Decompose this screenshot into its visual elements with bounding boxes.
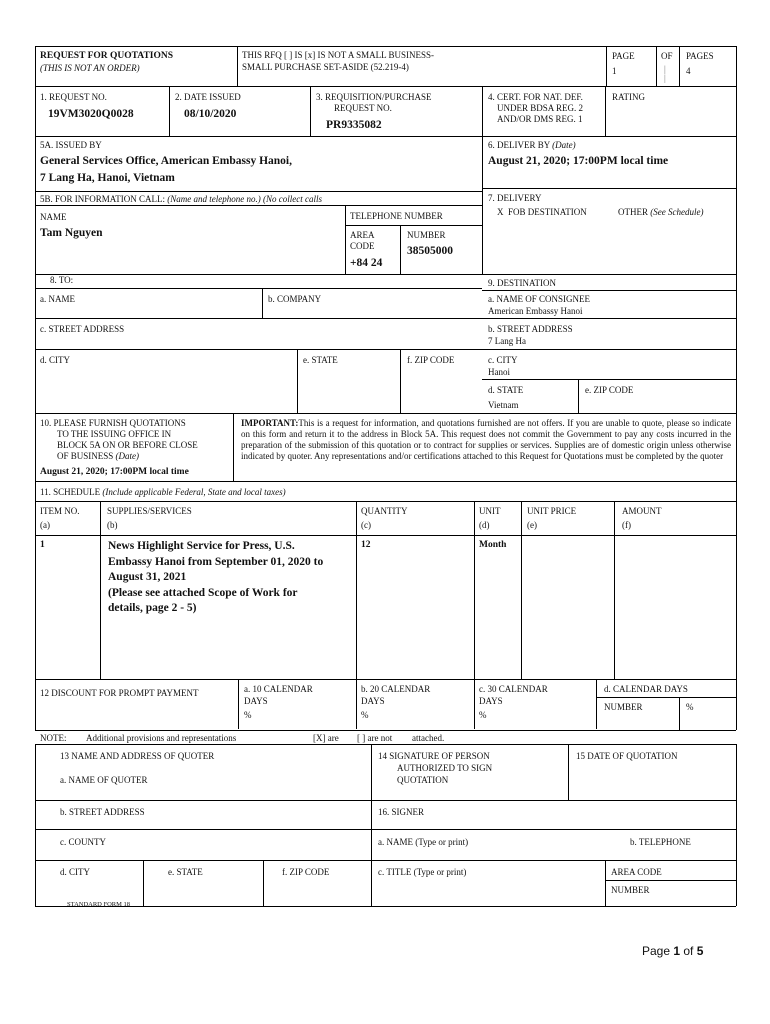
info-call-label: 5B. FOR INFORMATION CALL: (Name and telephone no.) (No collect calls xyxy=(40,194,322,204)
area-code-label-2: CODE xyxy=(350,241,375,251)
col-unit-code: (d) xyxy=(479,520,490,530)
requisition-label-2: REQUEST NO. xyxy=(334,103,392,113)
issued-by-line-1: General Services Office, American Embassy Hanoi, xyxy=(40,155,293,167)
col-quantity: QUANTITY xyxy=(361,506,408,516)
quoter-name-label: a. NAME OF QUOTER xyxy=(60,775,148,785)
signer-label: 16. SIGNER xyxy=(378,807,425,817)
setaside-line-1: THIS RFQ [ ] IS [x] IS NOT A SMALL BUSINESS- xyxy=(242,50,435,60)
quoter-state-label: e. STATE xyxy=(168,867,203,877)
issued-by-line-2: 7 Lang Ha, Hanoi, Vietnam xyxy=(40,172,175,184)
telephone-label: TELEPHONE NUMBER xyxy=(350,211,443,221)
discount-c-days: DAYS xyxy=(479,696,503,706)
signer-telephone-label: b. TELEPHONE xyxy=(630,837,691,847)
quoter-city-label: d. CITY xyxy=(60,867,90,877)
date-issued-value: 08/10/2020 xyxy=(184,108,237,120)
quoter-name-addr-label: 13 NAME AND ADDRESS OF QUOTER xyxy=(60,751,215,761)
note-are: [X] are xyxy=(313,733,339,743)
note-are-not: [ ] are not xyxy=(357,733,393,743)
furnish-line-2: TO THE ISSUING OFFICE IN xyxy=(57,429,172,439)
deliver-by-value: August 21, 2020; 17:00PM local time xyxy=(488,155,669,167)
col-supplies-code: (b) xyxy=(107,520,118,530)
discount-d-number: NUMBER xyxy=(604,702,643,712)
to-city-label: d. CITY xyxy=(40,355,70,365)
pages-label: PAGES xyxy=(686,51,714,61)
item-desc-line-5: details, page 2 - 5) xyxy=(108,602,197,614)
number-label: NUMBER xyxy=(407,230,446,240)
signer-area-code-label: AREA CODE xyxy=(611,867,662,877)
important-notice: IMPORTANT:This is a request for information, and quotations furnished are not offers. If you are unable to quote, please so indicate on this form and return it to the address in Block 5A. This request does not commit the Government to pay any costs incurred in the preparation of the submission of this quotation or to contract for supplies or services. Supplies are of domestic origin unless otherwise indicated by quoter. Any representations and/or certifications attached to this Request for Quotations must be completed by the quoter xyxy=(241,418,731,461)
of-mark-2: | xyxy=(664,73,666,83)
discount-label: 12 DISCOUNT FOR PROMPT PAYMENT xyxy=(40,688,199,698)
dest-street-label: b. STREET ADDRESS xyxy=(488,324,573,334)
quotation-date-label: 15 DATE OF QUOTATION xyxy=(576,751,678,761)
dest-city-label: c. CITY xyxy=(488,355,518,365)
signature-label-1: 14 SIGNATURE OF PERSON xyxy=(378,751,490,761)
to-name-label: a. NAME xyxy=(40,294,75,304)
col-unit: UNIT xyxy=(479,506,501,516)
signature-label-3: QUOTATION xyxy=(397,775,449,785)
quoter-street-label: b. STREET ADDRESS xyxy=(60,807,145,817)
delivery-label: 7. DELIVERY xyxy=(488,193,542,203)
page-value: 1 xyxy=(612,66,617,76)
date-issued-label: 2. DATE ISSUED xyxy=(175,92,241,102)
col-item-no-code: (a) xyxy=(40,520,50,530)
discount-d-pct: % xyxy=(686,702,694,712)
note-text: Additional provisions and representations xyxy=(86,733,237,743)
item-no-value: 1 xyxy=(40,540,45,550)
col-amount: AMOUNT xyxy=(622,506,662,516)
area-code-label-1: AREA xyxy=(350,230,375,240)
col-amount-code: (f) xyxy=(622,520,631,530)
furnish-line-1: 10. PLEASE FURNISH QUOTATIONS xyxy=(40,418,186,428)
requisition-no-value: PR9335082 xyxy=(326,119,382,131)
rfq-subtitle: (THIS IS NOT AN ORDER) xyxy=(40,63,140,73)
col-unit-price: UNIT PRICE xyxy=(527,506,577,516)
name-label: NAME xyxy=(40,212,67,222)
item-desc-line-4: (Please see attached Scope of Work for xyxy=(108,587,298,599)
form-name: STANDARD FORM 18 xyxy=(67,901,131,908)
pages-value: 4 xyxy=(686,66,691,76)
discount-b-label: b. 20 CALENDAR xyxy=(361,684,431,694)
rating-label: RATING xyxy=(612,92,645,102)
discount-c-pct: % xyxy=(479,710,487,720)
area-code-value: +84 24 xyxy=(350,257,383,269)
col-unit-price-code: (e) xyxy=(527,520,537,530)
page-label: PAGE xyxy=(612,51,635,61)
item-desc-line-1: News Highlight Service for Press, U.S. xyxy=(108,540,295,552)
to-label: 8. TO: xyxy=(50,275,74,285)
to-street-label: c. STREET ADDRESS xyxy=(40,324,125,334)
discount-a-label: a. 10 CALENDAR xyxy=(244,684,313,694)
request-no-value: 19VM3020Q0028 xyxy=(48,108,134,120)
quoter-zip-label: f. ZIP CODE xyxy=(282,867,330,877)
quoter-county-label: c. COUNTY xyxy=(60,837,106,847)
item-quantity-value: 12 xyxy=(361,540,371,550)
note-label: NOTE: xyxy=(40,733,67,743)
discount-b-pct: % xyxy=(361,710,369,720)
cert-label-2: UNDER BDSA REG. 2 xyxy=(497,103,584,113)
deliver-by-label: 6. DELIVER BY (Date) xyxy=(488,140,576,150)
consignee-value: American Embassy Hanoi xyxy=(488,306,583,316)
signer-title-label: c. TITLE (Type or print) xyxy=(378,867,467,877)
discount-a-days: DAYS xyxy=(244,696,268,706)
delivery-other: OTHER (See Schedule) xyxy=(618,207,704,217)
col-quantity-code: (c) xyxy=(361,520,371,530)
destination-label: 9. DESTINATION xyxy=(488,278,556,288)
col-item-no: ITEM NO. xyxy=(40,506,80,516)
signer-number-label: NUMBER xyxy=(611,885,650,895)
to-state-label: e. STATE xyxy=(303,355,338,365)
col-supplies: SUPPLIES/SERVICES xyxy=(107,506,192,516)
to-company-label: b. COMPANY xyxy=(268,294,322,304)
cert-label-3: AND/OR DMS REG. 1 xyxy=(497,114,583,124)
number-value: 38505000 xyxy=(407,245,453,257)
furnish-line-4: OF BUSINESS (Date) xyxy=(57,451,140,461)
request-no-label: 1. REQUEST NO. xyxy=(40,92,107,102)
to-zip-label: f. ZIP CODE xyxy=(407,355,455,365)
discount-d-label: d. CALENDAR DAYS xyxy=(604,684,688,694)
requisition-label-1: 3. REQUISITION/PURCHASE xyxy=(316,92,432,102)
issued-by-label: 5A. ISSUED BY xyxy=(40,140,102,150)
dest-street-value: 7 Lang Ha xyxy=(488,336,526,346)
dest-state-label: d. STATE xyxy=(488,385,524,395)
item-unit-value: Month xyxy=(479,540,507,550)
discount-b-days: DAYS xyxy=(361,696,385,706)
signature-label-2: AUTHORIZED TO SIGN xyxy=(397,763,493,773)
fob-destination: X FOB DESTINATION xyxy=(497,207,587,217)
item-desc-line-2: Embassy Hanoi from September 01, 2020 to xyxy=(108,556,324,568)
furnish-line-3: BLOCK 5A ON OR BEFORE CLOSE xyxy=(57,440,198,450)
furnish-deadline: August 21, 2020; 17:00PM local time xyxy=(40,467,189,477)
dest-state-value: Vietnam xyxy=(488,400,519,410)
rfq-title: REQUEST FOR QUOTATIONS xyxy=(40,51,174,61)
page-number: Page 1 of 5 xyxy=(642,944,704,958)
of-mark: | xyxy=(664,64,666,74)
signer-name-label: a. NAME (Type or print) xyxy=(378,837,469,847)
discount-c-label: c. 30 CALENDAR xyxy=(479,684,548,694)
contact-name-value: Tam Nguyen xyxy=(40,227,103,239)
discount-a-pct: % xyxy=(244,710,252,720)
note-attached: attached. xyxy=(412,733,445,743)
of-label: OF xyxy=(661,51,673,61)
setaside-line-2: SMALL PURCHASE SET-ASIDE (52.219-4) xyxy=(242,62,409,72)
dest-city-value: Hanoi xyxy=(488,367,510,377)
item-desc-line-3: August 31, 2021 xyxy=(108,571,187,583)
cert-label-1: 4. CERT. FOR NAT. DEF. xyxy=(488,92,583,102)
dest-zip-label: e. ZIP CODE xyxy=(585,385,634,395)
schedule-label: 11. SCHEDULE (Include applicable Federal, State and local taxes) xyxy=(40,487,286,497)
consignee-label: a. NAME OF CONSIGNEE xyxy=(488,294,590,304)
